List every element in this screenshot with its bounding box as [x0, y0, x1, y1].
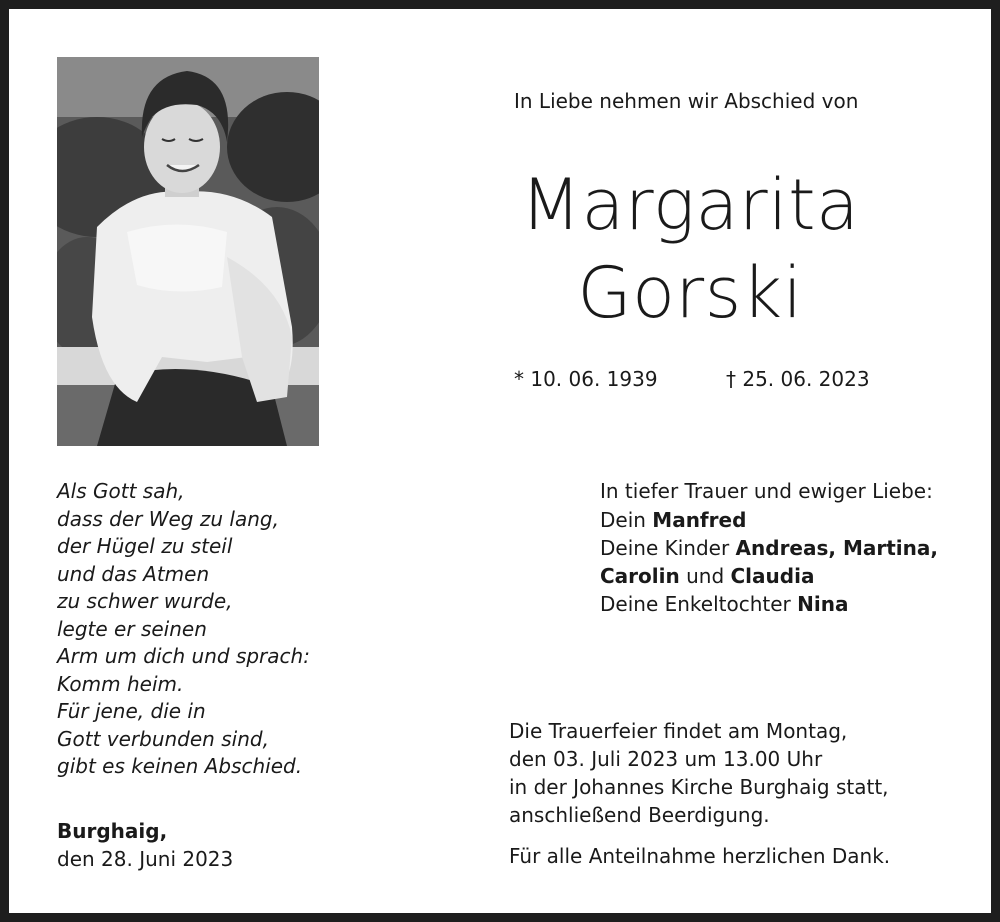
poem-line: gibt es keinen Abschied.	[57, 754, 303, 778]
funeral-line: in der Johannes Kirche Burghaig statt,	[509, 775, 889, 799]
poem-line: der Hügel zu steil	[57, 534, 233, 558]
mourner-line	[600, 562, 938, 590]
poem-line: Arm um dich und sprach:	[57, 644, 310, 668]
mourner-relation: Dein	[600, 508, 653, 532]
mourner-name: Manfred	[652, 508, 747, 532]
funeral-line: anschließend Beerdigung.	[509, 803, 770, 827]
poem-line: dass der Weg zu lang,	[57, 506, 279, 531]
funeral-line: Die Trauerfeier findet am Montag,	[509, 719, 848, 743]
mourner-conjunction: und	[679, 564, 731, 588]
mourners-heading: In tiefer Trauer und ewiger Liebe:	[600, 479, 933, 503]
birth-date: * 10. 06. 1939	[514, 367, 658, 391]
portrait-photo	[57, 57, 319, 446]
thanks-text: Für alle Anteilnahme herzlichen Dank.	[509, 844, 891, 868]
death-date: † 25. 06. 2023	[726, 367, 870, 391]
funeral-line: den 03. Juli 2023 um 13.00 Uhr	[509, 747, 823, 771]
poem-line: Komm heim.	[57, 671, 184, 696]
mourner-name: Andreas, Martina,	[735, 536, 938, 560]
poem	[57, 478, 310, 781]
funeral-info	[509, 717, 889, 829]
mourner-name: Claudia	[730, 564, 815, 588]
mourners-block	[600, 477, 938, 618]
place-date: den 28. Juni 2023	[57, 847, 234, 871]
poem-line: zu schwer wurde,	[57, 589, 233, 613]
deceased-last-name: Gorski	[577, 252, 803, 334]
poem-line: Als Gott sah,	[57, 479, 185, 503]
mourner-line	[600, 534, 938, 562]
place-city: Burghaig,	[57, 819, 168, 843]
mourner-relation: Deine Kinder	[600, 536, 736, 560]
intro-text: In Liebe nehmen wir Abschied von	[514, 89, 859, 113]
mourner-name: Nina	[797, 592, 849, 616]
mourner-name: Carolin	[600, 564, 680, 588]
poem-line: legte er seinen	[57, 616, 207, 641]
poem-line: Gott verbunden sind,	[57, 726, 269, 751]
place-and-date	[57, 817, 233, 873]
mourner-relation: Deine Enkeltochter	[600, 592, 798, 616]
mourner-line	[600, 590, 938, 618]
poem-line: und das Atmen	[57, 561, 210, 586]
mourner-line	[600, 506, 938, 534]
poem-line: Für jene, die in	[57, 699, 206, 723]
deceased-first-name: Margarita	[520, 164, 860, 246]
